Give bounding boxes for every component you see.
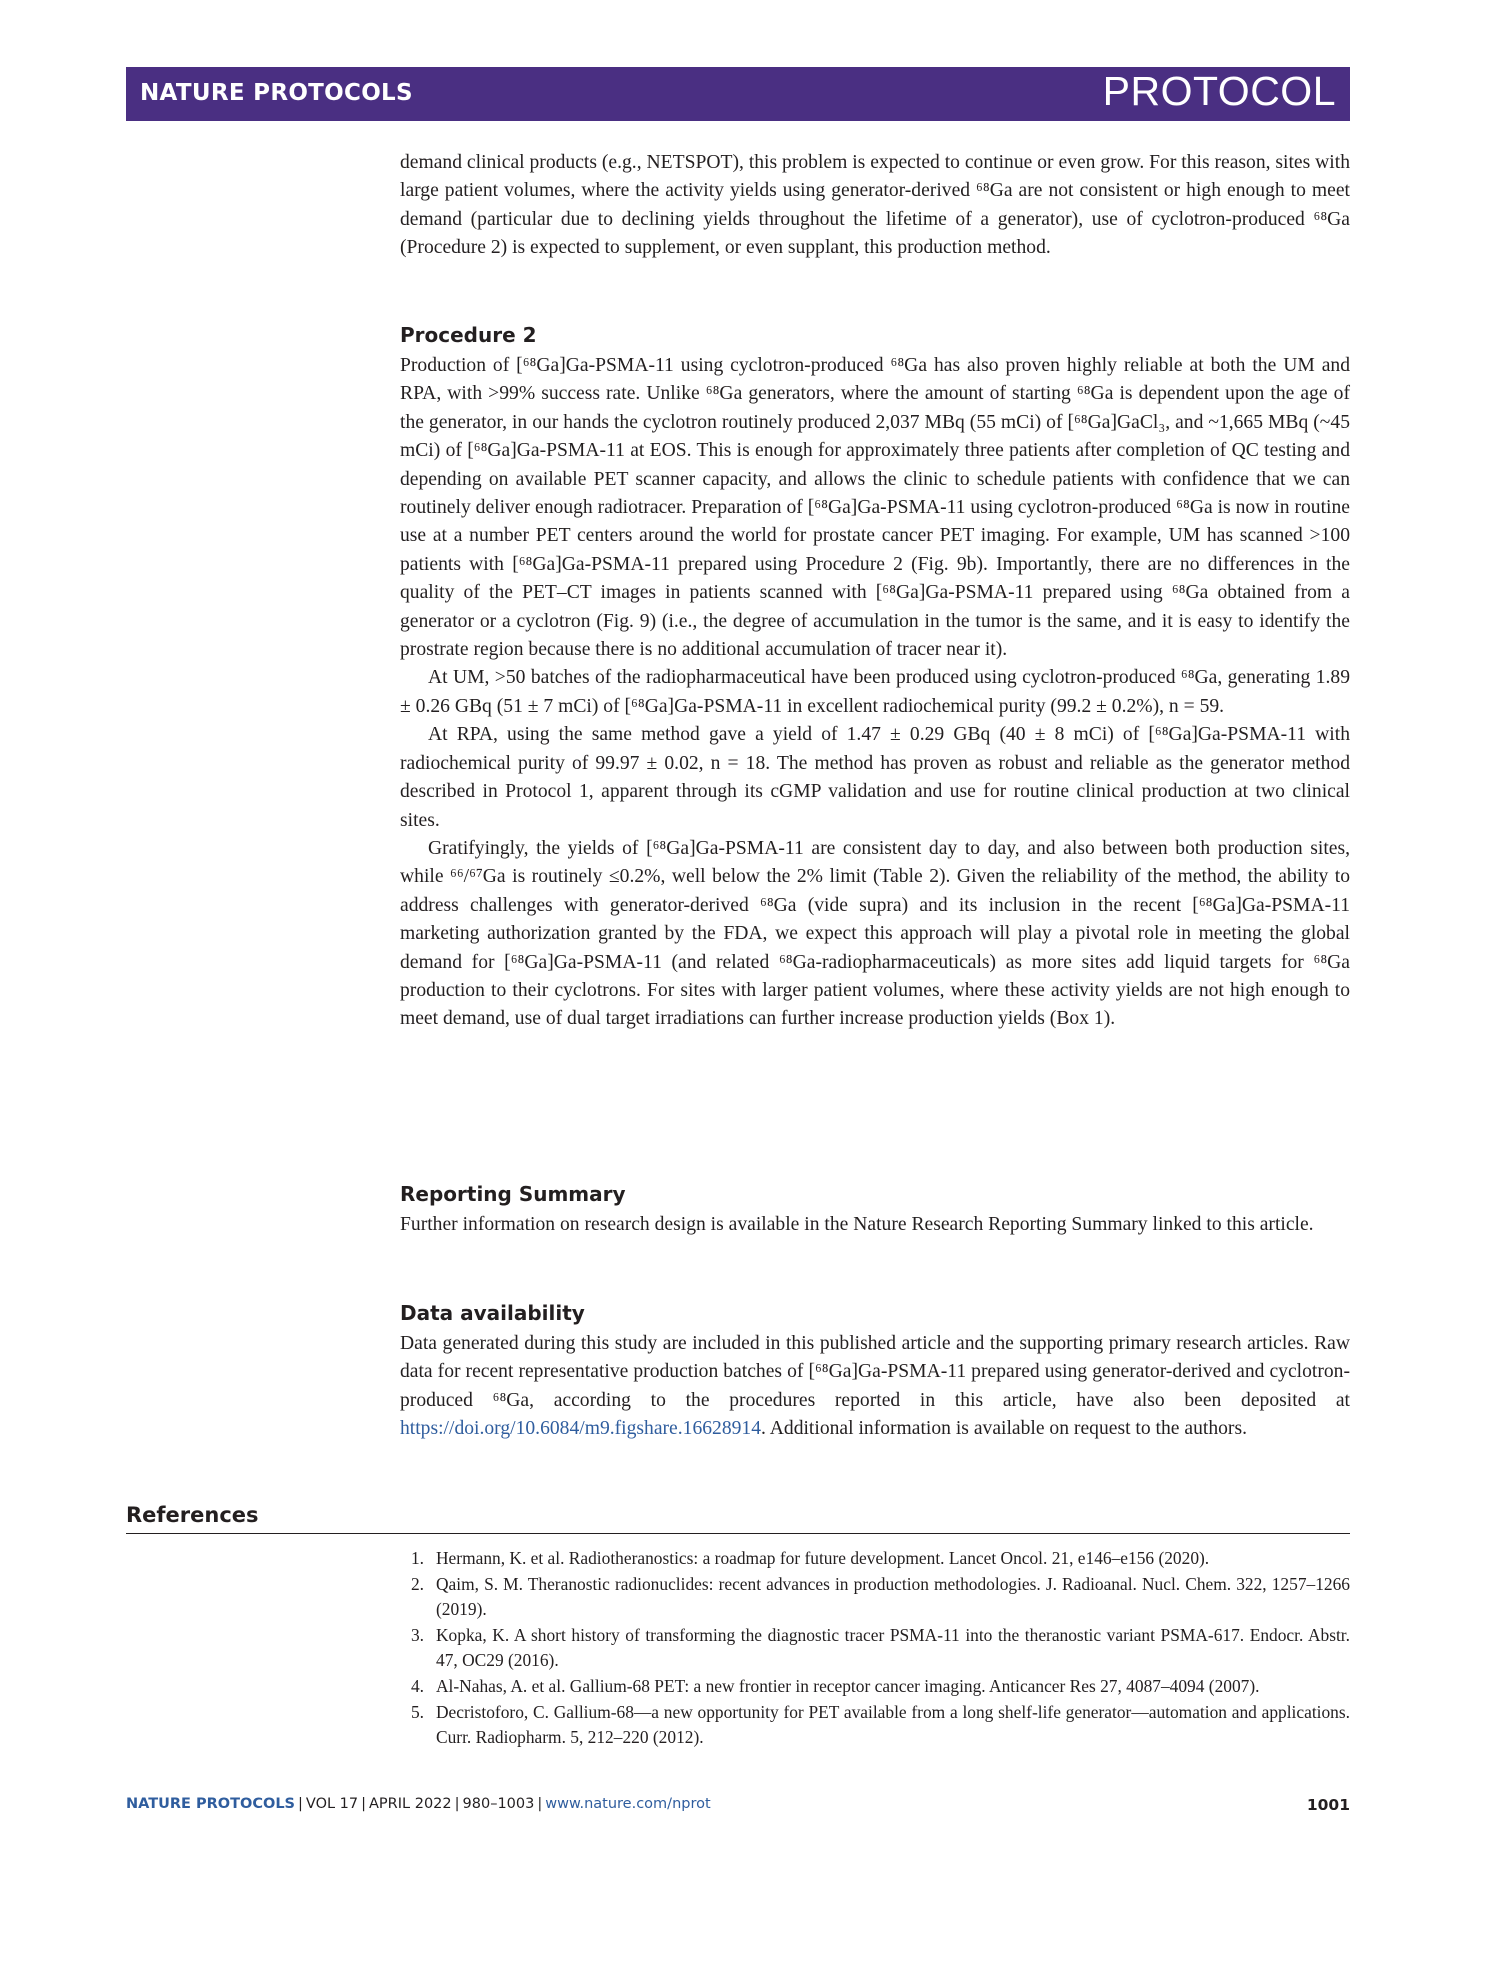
reference-number: 3.	[410, 1625, 424, 1646]
procedure-2-paragraph-3: At RPA, using the same method gave a yield of 1.47 ± 0.29 GBq (40 ± 8 mCi) of [⁶⁸Ga]Ga-PSMA-11 with radiochemical purity of 99.97 ± 0.02, n = 18. The method has proven as robust and reliable as the generator method described in Protocol 1, apparent through its cGMP validation and use for routine clinical production at two clinical sites.	[400, 724, 1350, 831]
procedure-2-body	[400, 352, 1350, 1034]
reference-number: 2.	[410, 1574, 424, 1595]
data-availability-heading: Data availability	[400, 1301, 585, 1325]
reference-item	[400, 1674, 1350, 1698]
footer-separator: |	[537, 1796, 543, 1812]
reference-number: 5.	[410, 1702, 424, 1723]
journal-name: NATURE PROTOCOLS	[140, 80, 413, 106]
footer-separator: |	[298, 1796, 303, 1812]
procedure-2-paragraph-4: Gratifyingly, the yields of [⁶⁸Ga]Ga-PSMA-11 are consistent day to day, and also between both production sites, while ⁶⁶/⁶⁷Ga is routinely ≤0.2%, well below the 2% limit (Table 2). Given the reliability of the method, the ability to address challenges with generator-derived ⁶⁸Ga (vide supra) and its inclusion in the recent [⁶⁸Ga]Ga-PSMA-11 marketing authorization granted by the FDA, we expect this approach will play a pivotal role in meeting the global demand for [⁶⁸Ga]Ga-PSMA-11 (and related ⁶⁸Ga-radiopharmaceuticals) as more sites add liquid targets for ⁶⁸Ga production to their cyclotrons. For sites with larger patient volumes, where these activity yields are not high enough to meet demand, use of dual target irradiations can further increase production yields (Box 1).	[400, 837, 1350, 1030]
reference-text: Kopka, K. A short history of transforming the diagnostic tracer PSMA-11 into the theranostic variant PSMA-617. Endocr. Abstr. 47, OC29 (2016).	[436, 1625, 1350, 1670]
references-list	[400, 1546, 1350, 1751]
footer-journal: NATURE PROTOCOLS	[126, 1796, 296, 1812]
data-availability-text-before: Data generated during this study are included in this published article and the supporting primary research articles. Raw data for recent representative production batches of [⁶⁸Ga]Ga-PSMA-11 prepared using generator-derived and cyclotron-produced ⁶⁸Ga, according to the procedures reported in this article, have also been deposited at	[400, 1333, 1350, 1411]
reference-text: Qaim, S. M. Theranostic radionuclides: recent advances in production methodologies. J. Radioanal. Nucl. Chem. 322, 1257–1266 (2019).	[436, 1574, 1350, 1619]
reference-number: 1.	[410, 1548, 424, 1568]
intro-paragraph: demand clinical products (e.g., NETSPOT), this problem is expected to continue or even grow. For this reason, sites with large patient volumes, where the activity yields using generator-derived ⁶⁸Ga are not consistent or high enough to meet demand (particular due to declining yields throughout the lifetime of a generator), use of cyclotron-produced ⁶⁸Ga (Procedure 2) is expected to supplement, or even supplant, this production method.	[400, 152, 1350, 259]
reference-item	[400, 1546, 1350, 1570]
references-divider	[126, 1533, 1350, 1534]
footer-date: APRIL 2022	[369, 1796, 452, 1812]
procedure-2-paragraph-2: At UM, >50 batches of the radiopharmaceutical have been produced using cyclotron-produced ⁶⁸Ga, generating 1.89 ± 0.26 GBq (51 ± 7 mCi) of [⁶⁸Ga]Ga-PSMA-11 in excellent radiochemical purity (99.2 ± 0.2%), n = 59.	[400, 667, 1350, 717]
page-number: 1001	[1306, 1796, 1350, 1814]
data-availability-text-after: . Additional information is available on request to the authors.	[761, 1418, 1247, 1440]
reference-text: Decristoforo, C. Gallium-68—a new opportunity for PET available from a long shelf-life generator—automation and applications. Curr. Radiopharm. 5, 212–220 (2012).	[436, 1702, 1350, 1747]
reference-text: Hermann, K. et al. Radiotheranostics: a roadmap for future development. Lancet Oncol. 21, e146–e156 (2020).	[436, 1548, 1210, 1568]
reporting-summary-heading: Reporting Summary	[400, 1182, 626, 1206]
footer-pages: 980–1003	[462, 1796, 535, 1812]
procedure-2-heading: Procedure 2	[400, 323, 537, 347]
reference-text: Al-Nahas, A. et al. Gallium-68 PET: a new frontier in receptor cancer imaging. Anticancer Res 27, 4087–4094 (2007).	[436, 1676, 1260, 1697]
references-heading: References	[126, 1503, 259, 1527]
intro-paragraph-block	[400, 149, 1350, 263]
footer-url[interactable]: www.nature.com/nprot	[545, 1796, 711, 1812]
data-availability-body	[400, 1330, 1350, 1444]
footer-separator: |	[454, 1796, 460, 1812]
page-footer	[126, 1796, 1350, 1812]
reference-item	[400, 1700, 1350, 1749]
reporting-summary-body	[400, 1211, 1350, 1239]
article-type: PROTOCOL	[1102, 68, 1336, 114]
reference-item	[400, 1572, 1350, 1621]
procedure-2-paragraph-1: Production of [⁶⁸Ga]Ga-PSMA-11 using cyclotron-produced ⁶⁸Ga has also proven highly reliable at both the UM and RPA, with >99% success rate. Unlike ⁶⁸Ga generators, where the amount of starting ⁶⁸Ga is dependent upon the age of the generator, in our hands the cyclotron routinely produced 2,037 MBq (55 mCi) of [⁶⁸Ga]GaCl₃, and ~1,665 MBq (~45 mCi) of [⁶⁸Ga]Ga-PSMA-11 at EOS. This is enough for approximately three patients after completion of QC testing and depending on available PET scanner capacity, and allows the clinic to schedule patients with confidence that we can routinely deliver enough radiotracer. Preparation of [⁶⁸Ga]Ga-PSMA-11 using cyclotron-produced ⁶⁸Ga is now in routine use at a number PET centers around the world for prostate cancer PET imaging. For example, UM has scanned >100 patients with [⁶⁸Ga]Ga-PSMA-11 prepared using Procedure 2 (Fig. 9b). Importantly, there are no differences in the quality of the PET–CT images in patients scanned with [⁶⁸Ga]Ga-PSMA-11 prepared using ⁶⁸Ga obtained from a generator or a cyclotron (Fig. 9) (i.e., the degree of accumulation in the tumor is the same, and it is easy to identify the prostrate region because there is no additional accumulation of tracer near it).	[400, 355, 1350, 661]
reporting-summary-text: Further information on research design is available in the Nature Research Reporting Summary linked to this article.	[400, 1214, 1314, 1235]
reference-number: 4.	[410, 1676, 424, 1697]
journal-banner	[126, 67, 1350, 121]
data-availability-text	[400, 1330, 1350, 1444]
footer-separator: |	[361, 1796, 367, 1812]
figshare-link[interactable]: https://doi.org/10.6084/m9.figshare.16628914	[400, 1418, 762, 1440]
footer-volume: VOL 17	[305, 1796, 359, 1812]
reference-item	[400, 1623, 1350, 1672]
